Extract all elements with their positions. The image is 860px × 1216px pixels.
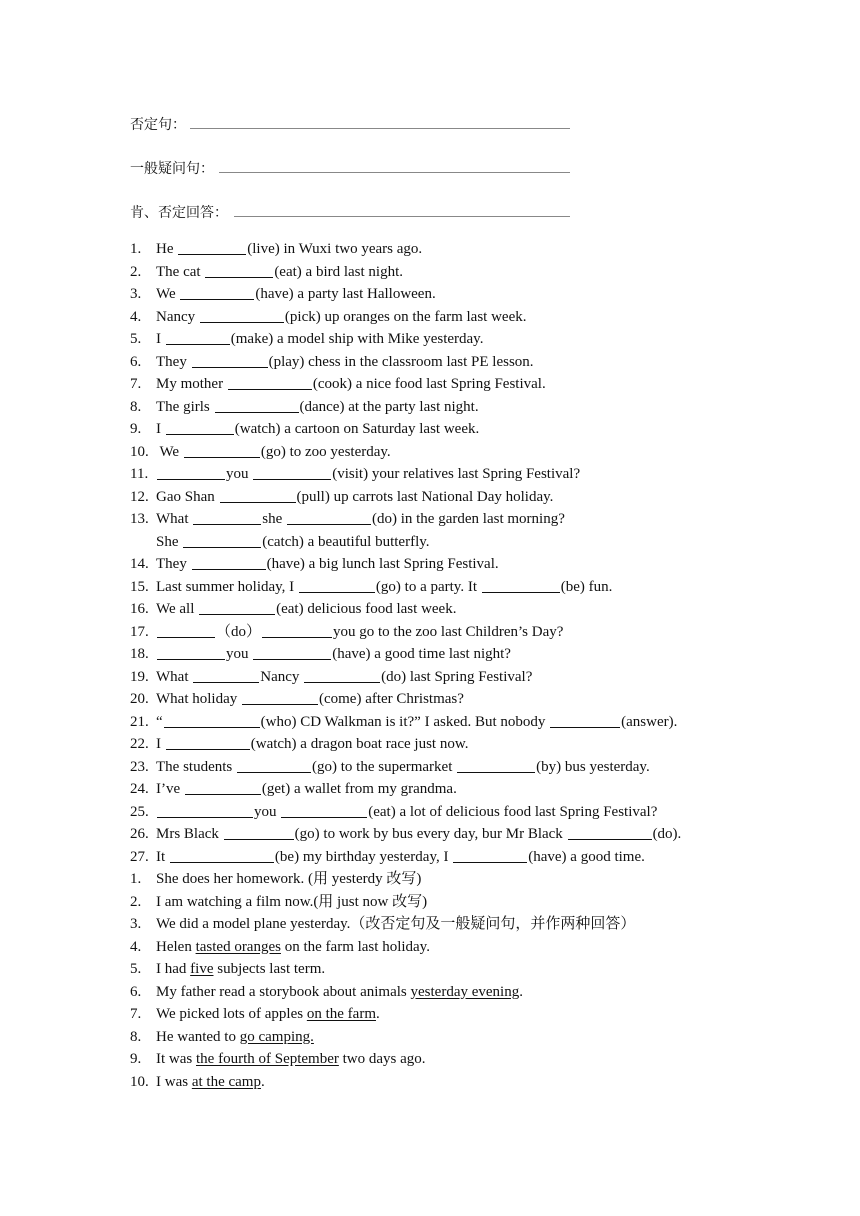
- item-text: (be) my birthday yesterday, I: [274, 848, 453, 865]
- rewrite-exercise-list: [130, 868, 635, 1093]
- item-text: (have) a good time.: [528, 848, 645, 865]
- answer-blank[interactable]: [183, 532, 261, 548]
- item-text: (come) after Christmas?: [318, 691, 464, 707]
- item-text: I am watching a film now.(用 just now 改写): [156, 893, 428, 910]
- answer-blank[interactable]: [457, 757, 535, 773]
- fill-in-item: [130, 756, 681, 779]
- fill-in-item: [130, 306, 681, 329]
- item-text: you: [226, 646, 253, 662]
- answer-blank[interactable]: [166, 419, 234, 435]
- item-number: 5.: [130, 331, 142, 347]
- answer-blank[interactable]: [178, 239, 246, 255]
- answer-blank[interactable]: [242, 689, 318, 705]
- answer-blank[interactable]: [262, 622, 332, 638]
- item-text: “: [156, 713, 163, 730]
- fill-in-item: [130, 441, 681, 464]
- item-text: (watch) a cartoon on Saturday last week.: [234, 421, 480, 437]
- item-number: 1.: [130, 871, 142, 887]
- item-number: 2.: [130, 263, 142, 280]
- item-text: My mother: [156, 376, 227, 392]
- item-text: (do) last Spring Festival?: [381, 668, 533, 685]
- item-number: 7.: [130, 376, 142, 392]
- item-number: 7.: [130, 1006, 142, 1022]
- fill-in-item: [130, 801, 681, 824]
- item-text: (pick) up oranges on the farm last week.: [284, 308, 527, 325]
- answer-blank[interactable]: [164, 712, 260, 728]
- item-number: 1.: [130, 241, 142, 257]
- item-number: 20.: [130, 691, 149, 707]
- answer-line[interactable]: [219, 172, 570, 173]
- answer-blank[interactable]: [482, 577, 560, 593]
- fill-in-item: [130, 576, 681, 599]
- item-text: (who) CD Walkman is it?” I asked. But nobody: [260, 713, 550, 730]
- item-number: 8.: [130, 398, 142, 415]
- answer-blank[interactable]: [228, 374, 312, 390]
- rewrite-item: [130, 1003, 635, 1026]
- item-text: (go) to zoo yesterday.: [260, 443, 391, 460]
- rewrite-item: [130, 936, 635, 959]
- item-number: 9.: [130, 1051, 142, 1067]
- underlined-target: tasted oranges: [195, 938, 281, 955]
- item-number: 25.: [130, 803, 149, 820]
- item-number: 6.: [130, 983, 142, 1000]
- item-text: He: [156, 241, 178, 257]
- answer-blank[interactable]: [193, 509, 261, 525]
- rewrite-item: [130, 868, 635, 891]
- answer-blank[interactable]: [550, 712, 620, 728]
- item-text: (have) a good time last night?: [332, 646, 511, 662]
- rewrite-item: [130, 913, 635, 936]
- item-number: 15.: [130, 578, 149, 595]
- rewrite-item: [130, 981, 635, 1004]
- item-text: They: [156, 353, 191, 370]
- item-number: 4.: [130, 308, 142, 325]
- answer-blank[interactable]: [253, 644, 331, 660]
- item-text: Mrs Black: [156, 826, 223, 842]
- item-text: I: [156, 331, 165, 347]
- item-text: Helen: [156, 938, 196, 955]
- item-number: 10.: [130, 443, 149, 460]
- underlined-target: yesterday evening: [410, 983, 520, 1000]
- item-text: We: [156, 443, 183, 460]
- underlined-target: the fourth of September: [196, 1051, 339, 1067]
- answer-blank[interactable]: [166, 734, 250, 750]
- item-number: 12.: [130, 488, 149, 505]
- item-number: 18.: [130, 646, 149, 662]
- item-text: The cat: [156, 263, 205, 280]
- answer-blank[interactable]: [287, 509, 371, 525]
- item-text: (go) to work by bus every day, bur Mr Black: [294, 826, 567, 842]
- short-answer-line: [130, 200, 570, 222]
- item-text: (go) to the supermarket: [312, 758, 457, 775]
- item-text: (dance) at the party last night.: [299, 398, 479, 415]
- fill-in-item: [130, 733, 681, 756]
- item-number: 3.: [130, 916, 142, 932]
- answer-blank[interactable]: [220, 487, 296, 503]
- item-text: you: [226, 466, 253, 482]
- fill-in-item: [130, 328, 681, 351]
- item-text: (visit) your relatives last Spring Festival?: [332, 466, 581, 482]
- underlined-target: on the farm: [306, 1006, 376, 1022]
- answer-blank[interactable]: [299, 577, 375, 593]
- item-text: (eat) a lot of delicious food last Spring Festival?: [368, 803, 658, 820]
- answer-blank[interactable]: [193, 667, 259, 683]
- rewrite-item: [130, 891, 635, 914]
- answer-blank[interactable]: [568, 824, 652, 840]
- answer-blank[interactable]: [180, 284, 254, 300]
- answer-blank[interactable]: [192, 554, 266, 570]
- fill-in-item: [130, 418, 681, 441]
- item-text: The students: [156, 758, 236, 775]
- answer-blank[interactable]: [157, 622, 215, 638]
- item-text: (eat) delicious food last week.: [276, 601, 457, 617]
- answer-blank[interactable]: [224, 824, 294, 840]
- item-text: I was: [156, 1073, 192, 1090]
- answer-blank[interactable]: [253, 464, 331, 480]
- item-text: I’ve: [156, 781, 184, 797]
- item-text: What: [156, 668, 193, 685]
- item-text: I: [156, 421, 165, 437]
- item-text: We picked lots of apples: [156, 1006, 307, 1022]
- item-number: 17.: [130, 623, 149, 640]
- item-text: What: [156, 511, 193, 527]
- underlined-target: go camping.: [239, 1028, 314, 1045]
- item-text: I had: [156, 961, 191, 977]
- item-number: 22.: [130, 736, 149, 752]
- item-text: on the farm last holiday.: [280, 938, 430, 955]
- item-text: (pull) up carrots last National Day holiday.: [296, 488, 554, 505]
- transform-label: 一般疑问句：: [130, 162, 214, 177]
- item-number: 26.: [130, 826, 149, 842]
- item-text: .: [375, 1006, 380, 1022]
- item-text: They: [156, 556, 191, 572]
- item-text: (live) in Wuxi two years ago.: [247, 241, 423, 257]
- fill-in-item: [130, 238, 681, 261]
- rewrite-item: [130, 1048, 635, 1071]
- item-number: 8.: [130, 1028, 142, 1045]
- underlined-target: at the camp: [191, 1073, 261, 1090]
- general-question-line: [130, 156, 570, 178]
- item-text: It was: [156, 1051, 196, 1067]
- fill-in-item: [130, 823, 681, 846]
- item-text: (do) in the garden last morning?: [371, 511, 565, 527]
- answer-blank[interactable]: [200, 307, 284, 323]
- item-text: Nancy: [156, 308, 199, 325]
- item-text: We: [156, 286, 180, 302]
- item-number: 9.: [130, 421, 142, 437]
- item-text: (make) a model ship with Mike yesterday.: [230, 331, 484, 347]
- fill-in-item: [130, 666, 681, 689]
- item-number: 2.: [130, 893, 142, 910]
- item-text: She does her homework. (用 yesterdy 改写): [156, 871, 422, 887]
- fill-in-item: [130, 486, 681, 509]
- item-number: 3.: [130, 286, 142, 302]
- fill-in-item: [130, 598, 681, 621]
- item-text: We all: [156, 601, 199, 617]
- fill-in-item: [130, 396, 681, 419]
- item-text: Nancy: [260, 668, 304, 685]
- fill-in-item: [130, 711, 681, 734]
- fill-in-item: [130, 283, 681, 306]
- item-text: (go) to a party. It: [375, 578, 481, 595]
- item-number: 6.: [130, 353, 142, 370]
- item-number: 13.: [130, 511, 149, 527]
- item-text: (answer).: [621, 713, 678, 730]
- item-text: (cook) a nice food last Spring Festival.: [312, 376, 546, 392]
- item-text: subjects last term.: [213, 961, 326, 977]
- transform-label: 肯、否定回答：: [130, 206, 228, 221]
- item-text: We did a model plane yesterday.（改否定句及一般疑问句，并作两种回答）: [156, 916, 636, 932]
- item-text: (have) a big lunch last Spring Festival.: [266, 556, 499, 572]
- item-text: （do）: [216, 623, 262, 640]
- negative-sentence-line: [130, 112, 570, 134]
- answer-blank[interactable]: [157, 644, 225, 660]
- item-number: 16.: [130, 601, 149, 617]
- item-number: 14.: [130, 556, 149, 572]
- item-text: she: [262, 511, 286, 527]
- item-text: My father read a storybook about animals: [156, 983, 411, 1000]
- answer-blank[interactable]: [184, 442, 260, 458]
- item-text: .: [260, 1073, 265, 1090]
- item-text: .: [519, 983, 523, 1000]
- answer-blank[interactable]: [170, 847, 274, 863]
- answer-blank[interactable]: [199, 599, 275, 615]
- answer-line[interactable]: [190, 128, 570, 129]
- item-text: Last summer holiday, I: [156, 578, 298, 595]
- fill-in-item: [130, 261, 681, 284]
- item-text: (catch) a beautiful butterfly.: [262, 533, 430, 550]
- answer-blank[interactable]: [192, 352, 268, 368]
- underlined-target: five: [190, 961, 214, 977]
- fill-in-exercise-list: [130, 238, 681, 868]
- item-number: 5.: [130, 961, 142, 977]
- item-number: 24.: [130, 781, 149, 797]
- item-text: Gao Shan: [156, 488, 219, 505]
- item-number: 23.: [130, 758, 149, 775]
- item-text: (watch) a dragon boat race just now.: [250, 736, 469, 752]
- answer-blank[interactable]: [304, 667, 380, 683]
- fill-in-item: [130, 846, 681, 869]
- fill-in-item: [130, 508, 681, 531]
- item-text: two days ago.: [338, 1051, 426, 1067]
- answer-blank[interactable]: [453, 847, 527, 863]
- item-number: 19.: [130, 668, 149, 685]
- item-text: She: [156, 533, 183, 550]
- item-text: It: [156, 848, 169, 865]
- answer-line[interactable]: [234, 216, 570, 217]
- item-number: 10.: [130, 1073, 149, 1090]
- fill-in-item: [130, 643, 681, 666]
- item-number: 21.: [130, 713, 149, 730]
- answer-blank[interactable]: [185, 779, 261, 795]
- item-text: He wanted to: [156, 1028, 240, 1045]
- answer-blank[interactable]: [157, 802, 253, 818]
- fill-in-item: [130, 531, 681, 554]
- item-text: (eat) a bird last night.: [274, 263, 404, 280]
- transform-label: 否定句：: [130, 118, 186, 133]
- item-text: I: [156, 736, 165, 752]
- item-text: (have) a party last Halloween.: [255, 286, 436, 302]
- item-text: (by) bus yesterday.: [536, 758, 650, 775]
- item-text: (do).: [652, 826, 682, 842]
- fill-in-item: [130, 778, 681, 801]
- item-number: 4.: [130, 938, 142, 955]
- item-number: 11.: [130, 466, 149, 482]
- answer-blank[interactable]: [237, 757, 311, 773]
- item-text: (get) a wallet from my grandma.: [261, 781, 457, 797]
- item-text: you: [254, 803, 281, 820]
- fill-in-item: [130, 351, 681, 374]
- fill-in-item: [130, 373, 681, 396]
- item-number: 27.: [130, 848, 149, 865]
- rewrite-item: [130, 1026, 635, 1049]
- fill-in-item: [130, 463, 681, 486]
- item-text: What holiday: [156, 691, 241, 707]
- answer-blank[interactable]: [205, 262, 273, 278]
- fill-in-item: [130, 621, 681, 644]
- fill-in-item: [130, 553, 681, 576]
- fill-in-item: [130, 688, 681, 711]
- item-text: The girls: [156, 398, 214, 415]
- item-text: you go to the zoo last Children’s Day?: [333, 623, 564, 640]
- answer-blank[interactable]: [281, 802, 367, 818]
- rewrite-item: [130, 1071, 635, 1094]
- answer-blank[interactable]: [166, 329, 230, 345]
- item-text: (be) fun.: [560, 578, 613, 595]
- answer-blank[interactable]: [157, 464, 225, 480]
- rewrite-item: [130, 958, 635, 981]
- answer-blank[interactable]: [215, 397, 299, 413]
- item-text: (play) chess in the classroom last PE lesson.: [268, 353, 534, 370]
